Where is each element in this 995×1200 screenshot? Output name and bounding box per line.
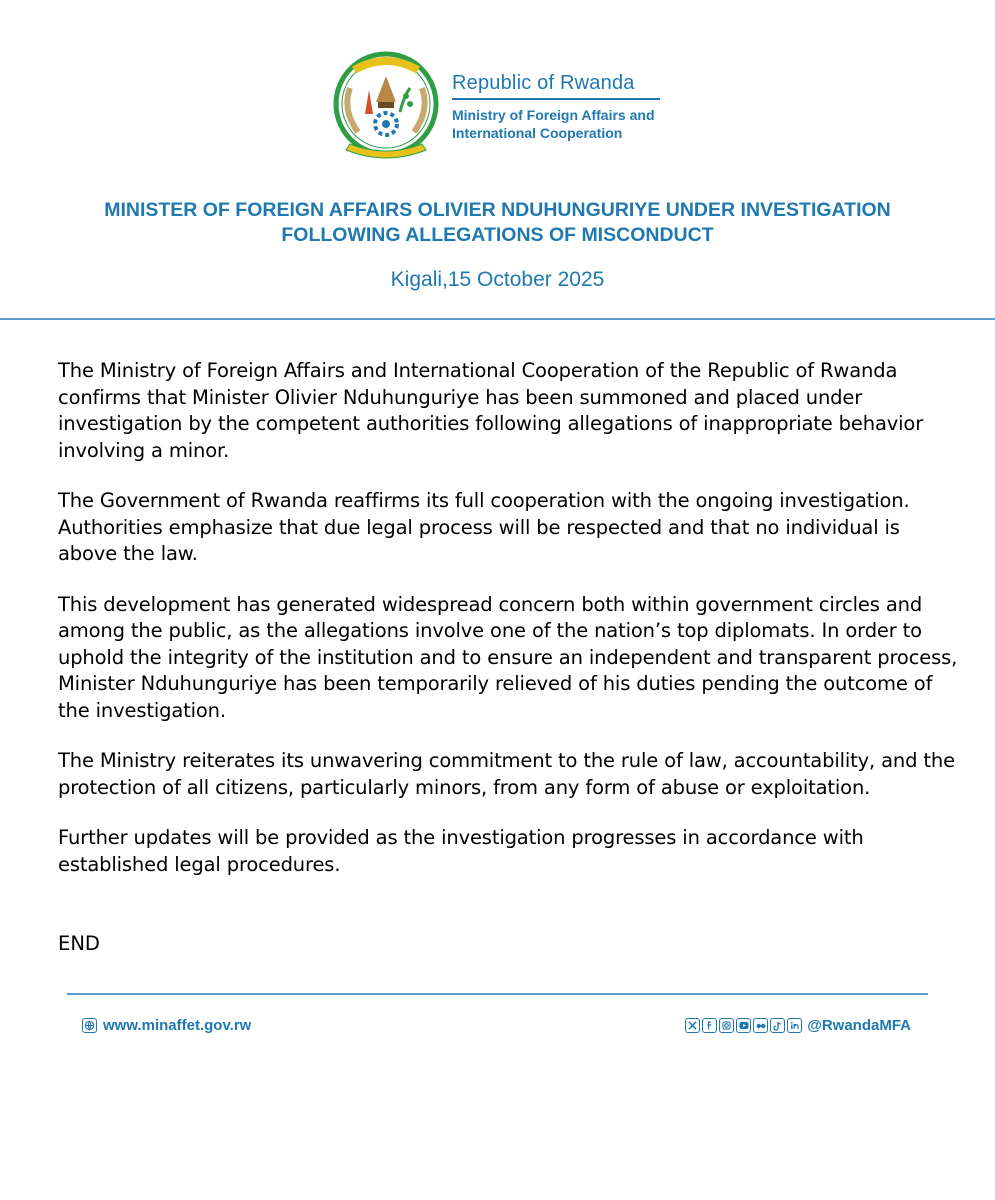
ministry-name-line1: Ministry of Foreign Affairs and (452, 106, 655, 123)
flickr-icon[interactable] (753, 1018, 768, 1033)
facebook-icon[interactable] (702, 1018, 717, 1033)
ministry-name-line2: International Cooperation (452, 124, 623, 141)
footer-divider (67, 993, 928, 995)
header-divider (0, 318, 995, 320)
rwanda-coat-of-arms-emblem (332, 48, 440, 170)
x-icon[interactable] (685, 1018, 700, 1033)
country-name: Republic of Rwanda (452, 72, 635, 94)
social-handle[interactable]: @RwandaMFA (807, 1017, 911, 1034)
brand-divider (452, 98, 660, 100)
dateline: Kigali,15 October 2025 (390, 268, 605, 291)
letterhead (0, 0, 995, 320)
ministry-brand (452, 70, 672, 142)
linkedin-icon[interactable] (787, 1018, 802, 1033)
title-line2: FOLLOWING ALLEGATIONS OF MISCONDUCT (281, 224, 714, 246)
website-link[interactable]: www.minaffet.gov.rw (103, 1017, 252, 1034)
press-release-body (58, 358, 958, 902)
youtube-icon[interactable] (736, 1018, 751, 1033)
footer-website[interactable] (82, 1017, 251, 1034)
paragraph-2: The Government of Rwanda reaffirms its full cooperation with the ongoing investigation. Authorities emphasize that due legal process will be respected and that no individual is above the law. (58, 489, 910, 565)
globe-icon (82, 1018, 97, 1033)
press-release-title (60, 198, 935, 248)
instagram-icon[interactable] (719, 1018, 734, 1033)
paragraph-3: This development has generated widespread concern both within government circles and among the public, as the allegations involve one of the nation’s top diplomats. In order to uphold the integrity of the institution and to ensure an independent and transparent process, Minister Nduhunguriye has been temporarily relieved of his duties pending the outcome of the investigation. (58, 592, 958, 722)
paragraph-4: The Ministry reiterates its unwavering commitment to the rule of law, accountability, and the protection of all citizens, particularly minors, from any form of abuse or exploitation. (58, 749, 955, 799)
paragraph-1: The Ministry of Foreign Affairs and International Cooperation of the Republic of Rwanda confirms that Minister Olivier Nduhunguriye has been summoned and placed under investigation by the competent authorities following allegations of inappropriate behavior involving a minor. (58, 359, 924, 462)
footer-social (685, 1017, 911, 1034)
title-line1: MINISTER OF FOREIGN AFFAIRS OLIVIER NDUHUNGURIYE UNDER INVESTIGATION (104, 199, 891, 221)
closing-end-mark: END (58, 932, 100, 955)
tiktok-icon[interactable] (770, 1018, 785, 1033)
paragraph-5: Further updates will be provided as the investigation progresses in accordance with established legal procedures. (58, 826, 864, 876)
